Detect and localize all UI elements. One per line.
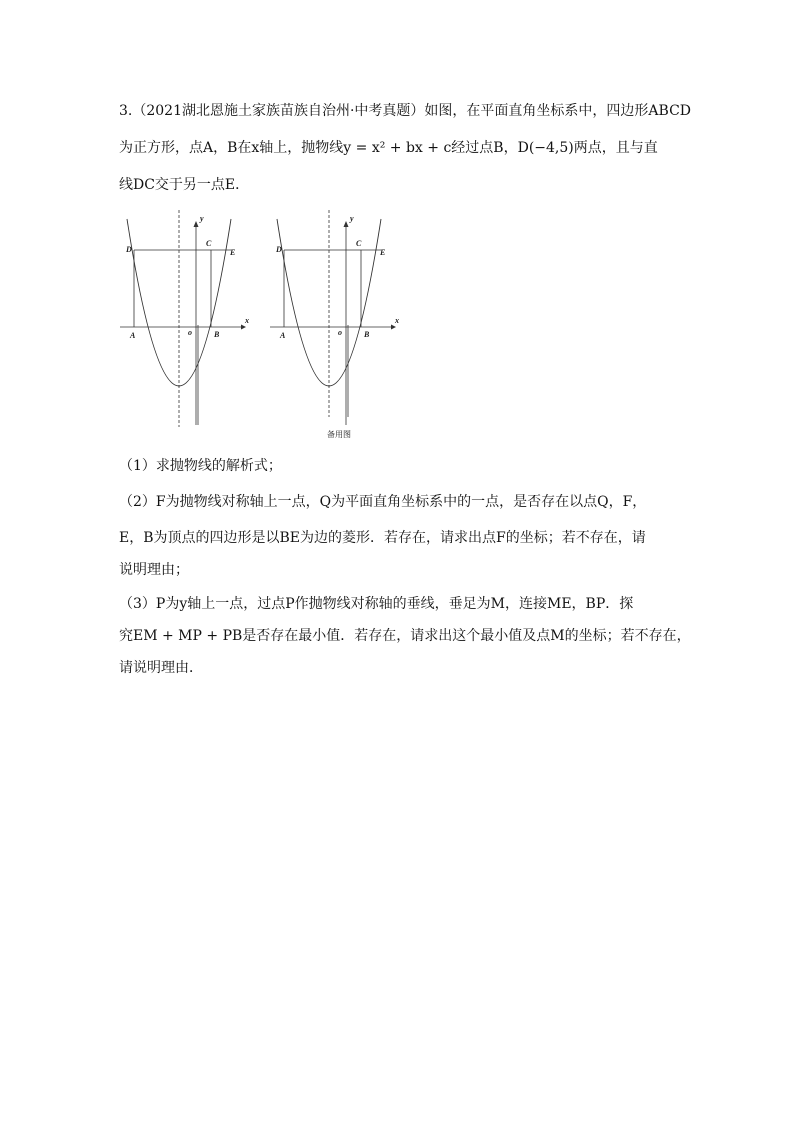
label-E: E	[380, 248, 386, 257]
question-2-line-1: （2）F为抛物线对称轴上一点，Q为平面直角坐标系中的一点，是否存在以点Q，F，	[119, 494, 647, 510]
question-1: （1）求抛物线的解析式；	[119, 458, 282, 474]
label-O: o	[338, 328, 342, 337]
label-y: y	[350, 214, 354, 223]
problem-line-2: 为正方形，点A，B在x轴上，抛物线y = x² + bx + c经过点B，D(−4,5)两点，且与直	[119, 140, 658, 156]
label-B: B	[364, 330, 370, 339]
label-A: A	[130, 331, 136, 340]
question-3-line-3: 请说明理由．	[119, 660, 203, 676]
parabola-figure-main	[119, 205, 254, 430]
x-axis-arrow	[391, 325, 396, 330]
label-x: x	[395, 316, 399, 325]
question-3-line-1: （3）P为y轴上一点，过点P作抛物线对称轴的垂线，垂足为M，连接ME，BP．探	[119, 596, 634, 612]
label-D: D	[126, 245, 132, 254]
label-A: A	[280, 331, 286, 340]
problem-line-1: 3.（2021湖北恩施土家族苗族自治州·中考真题）如图，在平面直角坐标系中，四边形ABCD	[119, 103, 692, 119]
label-E: E	[230, 248, 236, 257]
y-axis-arrow	[344, 221, 349, 227]
question-2-line-3: 说明理由；	[119, 562, 189, 578]
label-x: x	[245, 316, 249, 325]
y-axis-arrow	[194, 221, 199, 227]
label-O: o	[188, 328, 192, 337]
label-B: B	[214, 330, 220, 339]
parabola-figure-backup	[269, 205, 404, 430]
figure-caption: 备用图	[327, 430, 351, 439]
label-D: D	[276, 245, 282, 254]
label-C: C	[206, 239, 212, 248]
question-3-line-2: 究EM + MP + PB是否存在最小值．若存在，请求出这个最小值及点M的坐标；若不存在，	[119, 628, 691, 644]
x-axis-arrow	[241, 325, 246, 330]
label-C: C	[356, 239, 362, 248]
question-2-line-2: E，B为顶点的四边形是以BE为边的菱形．若存在，请求出点F的坐标；若不存在，请	[119, 530, 646, 546]
label-y: y	[200, 214, 204, 223]
problem-line-3: 线DC交于另一点E．	[119, 177, 250, 193]
